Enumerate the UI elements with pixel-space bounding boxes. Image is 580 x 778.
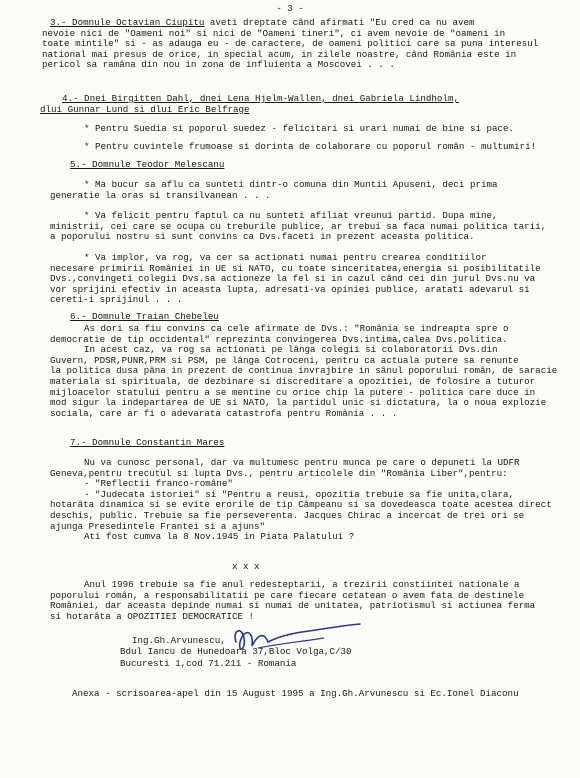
section-6-p2-line-1: Guvern, PDSR,PUNR,PRM si PSM, pe lânga Cotroceni, pentru ca actuala putere sa renunte <box>50 354 519 366</box>
section-5-b3-line-2: Dvs.,convingeti colegii Dvs.sa actioneze la fel si in cazul când cei din jurul Dvs.nu va <box>50 273 536 285</box>
section-6-p2-line-3: materiala si spirituala, de dezbinare si discreditare a opozitiei, de folosire a tuturor <box>50 375 536 387</box>
section-5-b3-line-1: necesare primirii României in UE si NATO, cu toate sinceritatea,energia si posibilitatile <box>50 262 541 274</box>
section-3-heading: 3.- Domnule Octavian Ciupitu <box>50 17 205 28</box>
section-4-bullet-1: * Pentru Suedia si poporul suedez - felicitari si urari numai de bine si pace. <box>84 123 515 135</box>
signature-address-2: Bucuresti 1,cod 71.211 - Romania <box>120 658 297 669</box>
section-7-dash-2-line-1: hotarâta dinamica si se evite erorile de tip Câmpeanu si sa dovedeasca toate acestea direct <box>50 499 552 511</box>
annex-note: Anexa - scrisoarea-apel din 15 August 1995 a Ing.Gh.Arvunescu si Ec.Ionel Diaconu <box>72 688 519 699</box>
section-4-bullet-2: * Pentru cuvintele frumoase si dorinta de colaborare cu poporul român - multumiri! <box>84 140 537 152</box>
section-7-dash-1: - "Reflectii franco-române" <box>84 478 233 490</box>
section-6-p2-line-2: la politica dusa pâna in prezent de continua invrajbire in sânul poporului român, de saracie <box>50 365 558 377</box>
section-3-line-2: toate mintile" si - as adauga eu - de caractere, de oameni politici care sa puna interesul <box>42 38 539 50</box>
section-7-dash-2-line-2: deschis, public. Trebuie sa fie perseverenta. Jacques Chirac a incercat de trei ori se <box>50 509 525 521</box>
section-6-p1-line-0: As dori sa fiu convins ca cele afirmate de Dvs.: "România se indreapta spre o <box>84 323 509 334</box>
section-5-b2-line-2: a poporului nostru si sunt convins ca Dvs.faceti in prezent aceasta politica. <box>50 231 475 243</box>
closing-paragraph <box>50 580 570 622</box>
section-7 <box>70 438 580 449</box>
closing-line-3: si hotarâta a OPOZITIEI DEMOCRATICE ! <box>50 610 254 622</box>
section-5-heading: 5.- Domnule Teodor Melescanu <box>70 159 225 170</box>
section-5-body <box>50 180 570 306</box>
section-7-dash-2-line-0: - "Judecata istoriei" si "Pentru a reusi, opozitia trebuie sa fie unita,clara, <box>84 488 515 500</box>
section-7-dash-2-line-3: ajunga Presedintele Frantei si a ajuns" <box>50 520 266 532</box>
section-3-line-0: aveti dreptate când afirmati "Eu cred ca nu avem <box>209 17 475 28</box>
separator-marks: x x x <box>232 561 260 572</box>
section-3-line-3: national mai presus de orice, in special acum, in zilele noastre, când România este in <box>42 48 517 60</box>
section-6-heading: 6.- Domnule Traian Chebeleu <box>70 311 219 322</box>
section-5 <box>70 160 580 171</box>
section-7-p1-line-1: Geneva,pentru trecutul si lupta Dvs., pentru articolele din "România Liber",pentru: <box>50 467 508 479</box>
section-7-p1-line-0: Nu va cunosc personal, dar va multumesc pentru munca pe care o depuneti la UDFR <box>84 457 520 468</box>
closing-line-0: Anul 1996 trebuie sa fie anul redesteptarii, a trezirii constiintei nationale a <box>84 579 520 590</box>
section-5-b1-line-0: * Ma bucur sa aflu ca sunteti dintr-o comuna din Muntii Apuseni, deci prima <box>84 179 498 190</box>
signature-address-1: Bdul Iancu de Hunedoara 37,Bloc Volga,C/30 <box>120 646 352 657</box>
section-7-heading: 7.- Domnule Constantin Mares <box>70 437 225 448</box>
section-6 <box>70 312 580 323</box>
section-6-p2-line-0: In acest caz, va rog sa actionati pe lânga colegii si colaboratorii Dvs.din <box>84 344 498 356</box>
section-6-p2-line-5: mod sigur la indepartarea de UE si NATO, la partidul unic si dictatura, la o noua explozie <box>50 397 547 409</box>
section-6-p2-line-6: sociala, care ar fi o adevarata catastrofa pentru România . . . <box>50 407 398 419</box>
section-6-body <box>50 324 570 419</box>
section-5-b2-line-1: ministrii, cei care se ocupa cu treburile publice, ar trebui sa faca numai politica tarii, <box>50 220 547 232</box>
page-number: - 3 - <box>276 3 304 14</box>
section-3 <box>42 17 570 71</box>
section-7-question: Ati fost cumva la 8 Nov.1945 in Piata Palatului ? <box>84 531 355 543</box>
section-4-heading-2: dlui Gunnar Lund si dlui Eric Belfrage <box>40 103 250 115</box>
signature-name: Ing.Gh.Arvunescu, <box>132 635 226 646</box>
section-5-b3-line-3: vor sprijini efectiv in aceasta lupta, adresati-va opiniei publice, aratati adevarul si <box>50 283 530 295</box>
section-5-b2-line-0: * Va felicit pentru faptul ca nu sunteti afiliat vreunui partid. Dupa mine, <box>84 210 498 222</box>
section-3-line-1: nevoie nici de "Oameni noi" si nici de "Oameni tineri", ci avem nevoie de "oameni in <box>42 27 506 39</box>
section-5-b3-line-4: cereti-i sprijinul . . . <box>50 294 183 306</box>
section-6-p2-line-4: mijloacelor statului pentru a se mentine cu orice chip la putere - politica care duce in <box>50 386 536 398</box>
section-4-heading-1: 4.- Dnei Birgitten Dahl, dnei Lena Hjelm-Wallen, dnei Gabriela Lindholm, <box>62 93 459 104</box>
section-5-b1-line-1: generatie la oras si transilvanean . . . <box>50 189 271 201</box>
section-5-b3-line-0: * Va implor, va rog, va cer sa actionati numai pentru crearea conditiilor <box>84 251 487 263</box>
closing-line-2: României, dar aceasta depinde numai si numai de unitatea, patriotismul si actiunea ferma <box>50 600 536 612</box>
closing-line-1: poporului român, a responsabilitatii pe care fiecare cetatean o avem fata de destinele <box>50 589 525 601</box>
section-7-body <box>50 458 570 543</box>
section-4 <box>40 94 560 152</box>
section-6-p1-line-1: democratie de tip occidental" reprezinta convingerea Dvs.intima,calea Dvs.politica. <box>50 333 508 345</box>
section-3-line-4: pericol sa ramâna din nou in zona de influienta a Moscovei . . . <box>42 59 395 71</box>
